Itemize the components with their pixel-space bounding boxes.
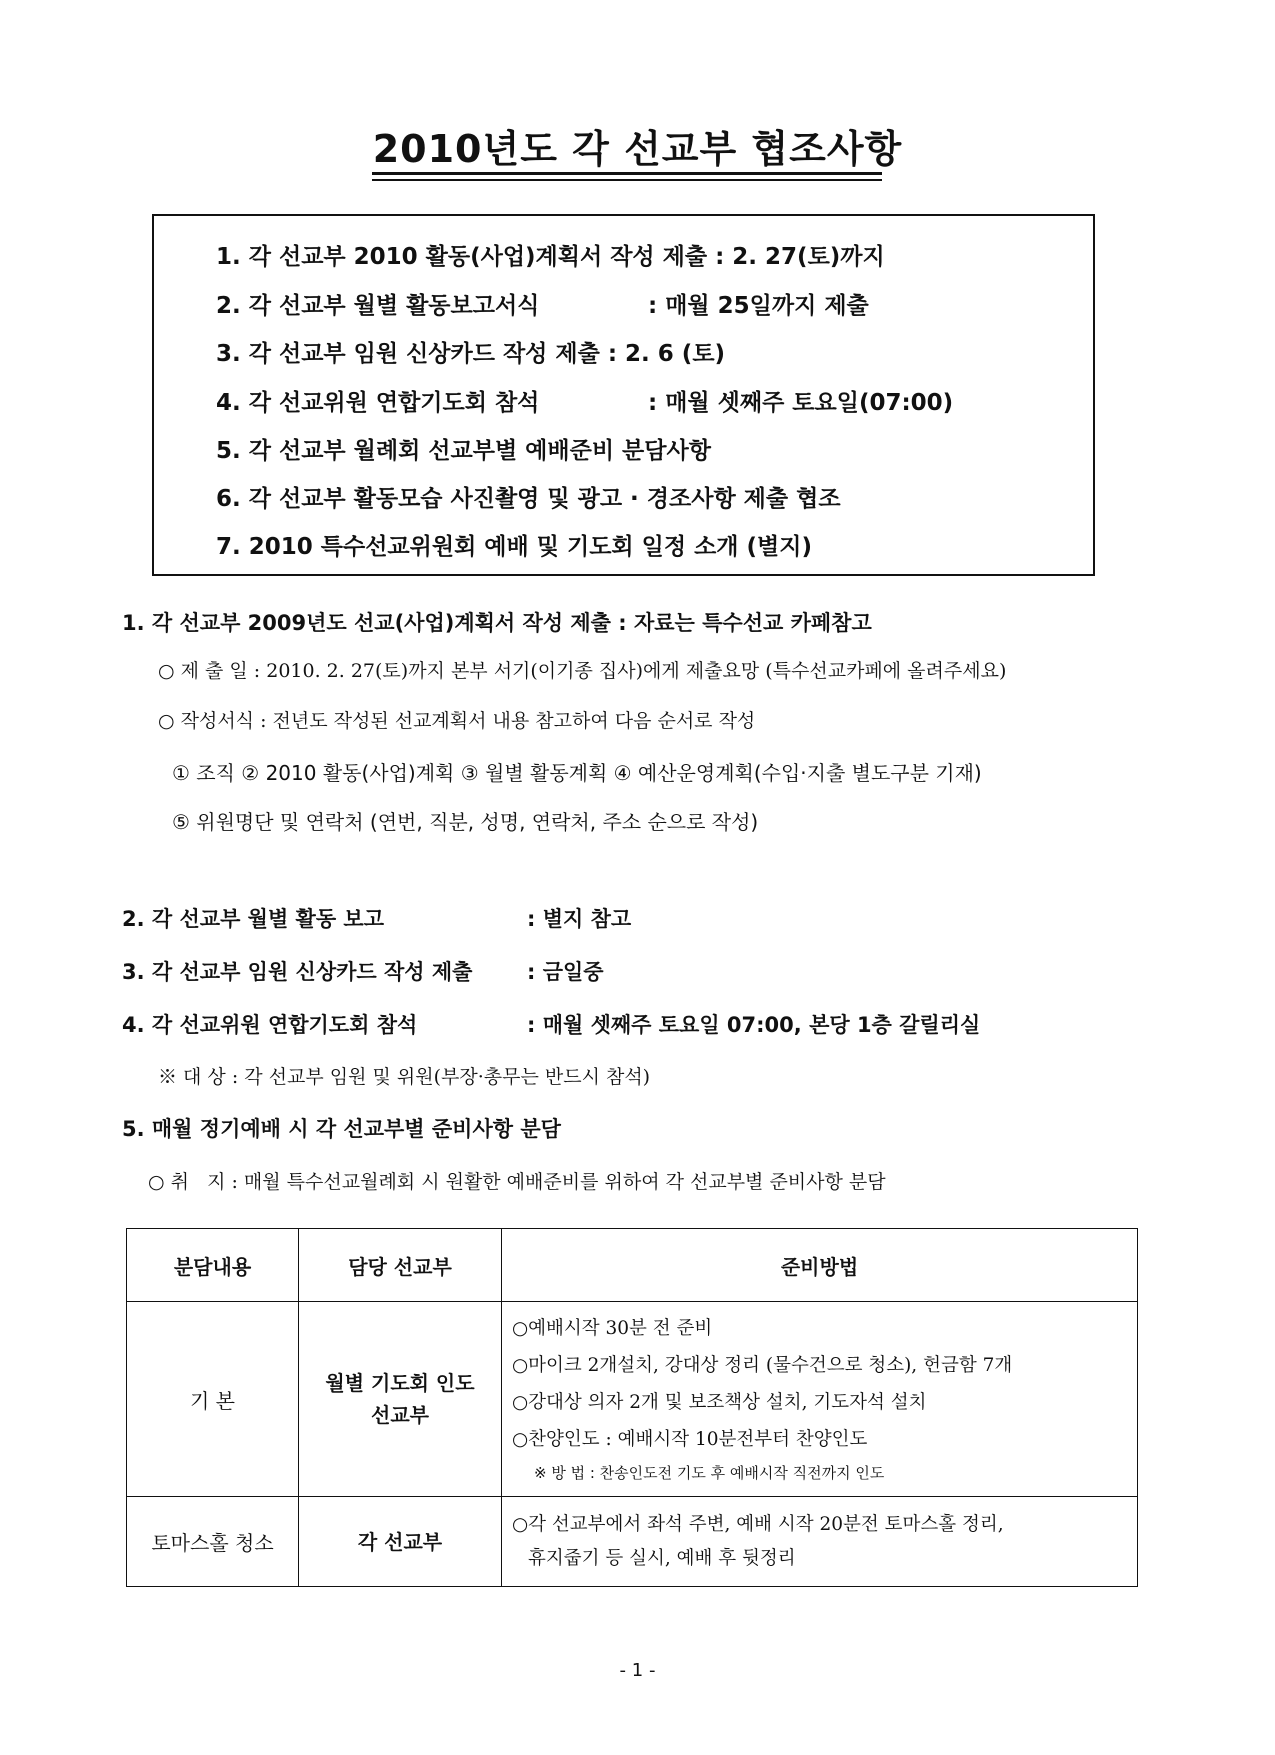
- table-cell-content: 기 본: [127, 1302, 299, 1497]
- page-title: 2010년도 각 선교부 협조사항: [372, 127, 903, 171]
- section3-value: : 금일중: [527, 960, 604, 984]
- dept-line: 선교부: [371, 1403, 429, 1427]
- summary-item-2: [216, 287, 869, 320]
- title-underline-double: [372, 179, 882, 181]
- dept-line: 월별 기도회 인도: [325, 1371, 475, 1395]
- method-note: ※ 방 법 : 찬송인도전 기도 후 예배시작 직전까지 인도: [534, 1464, 885, 1482]
- method-item: ○강대상 의자 2개 및 보조책상 설치, 기도자석 설치: [512, 1392, 927, 1413]
- summary-item-4: [216, 384, 954, 417]
- summary-item-1: [216, 238, 885, 271]
- method-item: 휴지줍기 등 실시, 예배 후 뒷정리: [528, 1547, 796, 1569]
- summary-item-label: 6. 각 선교부 활동모습 사진촬영 및 광고 · 경조사항 제출 협조: [216, 486, 841, 512]
- section2-value: : 별지 참고: [527, 907, 632, 931]
- table-cell-method: [502, 1497, 1138, 1587]
- section5-purpose: ○ 취 지 : 매월 특수선교월례회 시 원활한 예배준비를 위하여 각 선교부별 준비사항 분담: [148, 1171, 886, 1193]
- section1-heading: 1. 각 선교부 2009년도 선교(사업)계획서 작성 제출 : 자료는 특수선교 카페참고: [122, 611, 872, 635]
- section5-heading: 5. 매월 정기예배 시 각 선교부별 준비사항 분담: [122, 1117, 561, 1141]
- section2-heading: 2. 각 선교부 월별 활동 보고: [122, 907, 385, 931]
- table-header: 담당 선교부: [299, 1229, 502, 1302]
- section1-format: ○ 작성서식 : 전년도 작성된 선교계획서 내용 참고하여 다음 순서로 작성: [158, 710, 756, 732]
- summary-item-6: [216, 480, 841, 513]
- method-item: ○찬양인도 : 예배시작 10분전부터 찬양인도: [512, 1429, 868, 1450]
- table-row: [127, 1497, 1138, 1587]
- table-cell-dept: 각 선교부: [299, 1497, 502, 1587]
- section4-value: : 매월 셋째주 토요일 07:00, 본당 1층 갈릴리실: [527, 1013, 981, 1037]
- table-header-row: [127, 1229, 1138, 1302]
- summary-item-label: 3. 각 선교부 임원 신상카드 작성 제출 : 2. 6 (토): [216, 341, 726, 367]
- table-row: [127, 1302, 1138, 1497]
- summary-item-7: [216, 528, 812, 561]
- summary-box: [152, 214, 1095, 576]
- summary-item-3: [216, 335, 725, 368]
- summary-item-value: : 매월 셋째주 토요일(07:00): [648, 390, 954, 416]
- summary-item-label: 4. 각 선교위원 연합기도회 참석: [216, 390, 540, 416]
- table-cell-dept: [299, 1302, 502, 1497]
- summary-item-value: : 매월 25일까지 제출: [648, 293, 869, 319]
- table-cell-method: [502, 1302, 1138, 1497]
- summary-item-label: 2. 각 선교부 월별 활동보고서식: [216, 293, 540, 319]
- method-item: ○각 선교부에서 좌석 주변, 예배 시작 20분전 토마스홀 정리,: [512, 1513, 1004, 1535]
- summary-item-label: 7. 2010 특수선교위원회 예배 및 기도회 일정 소개 (별지): [216, 534, 812, 560]
- table-header: 준비방법: [502, 1229, 1138, 1302]
- section1-items-line2: ⑤ 위원명단 및 연락처 (연번, 직분, 성명, 연락처, 주소 순으로 작성): [172, 810, 759, 834]
- summary-item-label: 5. 각 선교부 월례회 선교부별 예배준비 분담사항: [216, 438, 711, 464]
- title-underline: [372, 172, 882, 175]
- section4-note: ※ 대 상 : 각 선교부 임원 및 위원(부장·총무는 반드시 참석): [158, 1066, 651, 1088]
- duty-table: [126, 1228, 1138, 1587]
- section1-items-line1: ① 조직 ② 2010 활동(사업)계획 ③ 월별 활동계획 ④ 예산운영계획(수입·지출 별도구분 기재): [172, 761, 982, 785]
- summary-item-5: [216, 432, 711, 465]
- table-header: 분담내용: [127, 1229, 299, 1302]
- method-item: ○마이크 2개설치, 강대상 정리 (물수건으로 청소), 헌금함 7개: [512, 1355, 1013, 1376]
- method-item: ○예배시작 30분 전 준비: [512, 1318, 713, 1339]
- section3-heading: 3. 각 선교부 임원 신상카드 작성 제출: [122, 960, 473, 984]
- page-number: - 1 -: [619, 1660, 656, 1681]
- section4-heading: 4. 각 선교위원 연합기도회 참석: [122, 1013, 418, 1037]
- section1-due-date: ○ 제 출 일 : 2010. 2. 27(토)까지 본부 서기(이기종 집사)에게 제출요망 (특수선교카페에 올려주세요): [158, 660, 1007, 682]
- summary-item-label: 1. 각 선교부 2010 활동(사업)계획서 작성 제출 : 2. 27(토)까지: [216, 244, 885, 270]
- table-cell-content: 토마스홀 청소: [127, 1497, 299, 1587]
